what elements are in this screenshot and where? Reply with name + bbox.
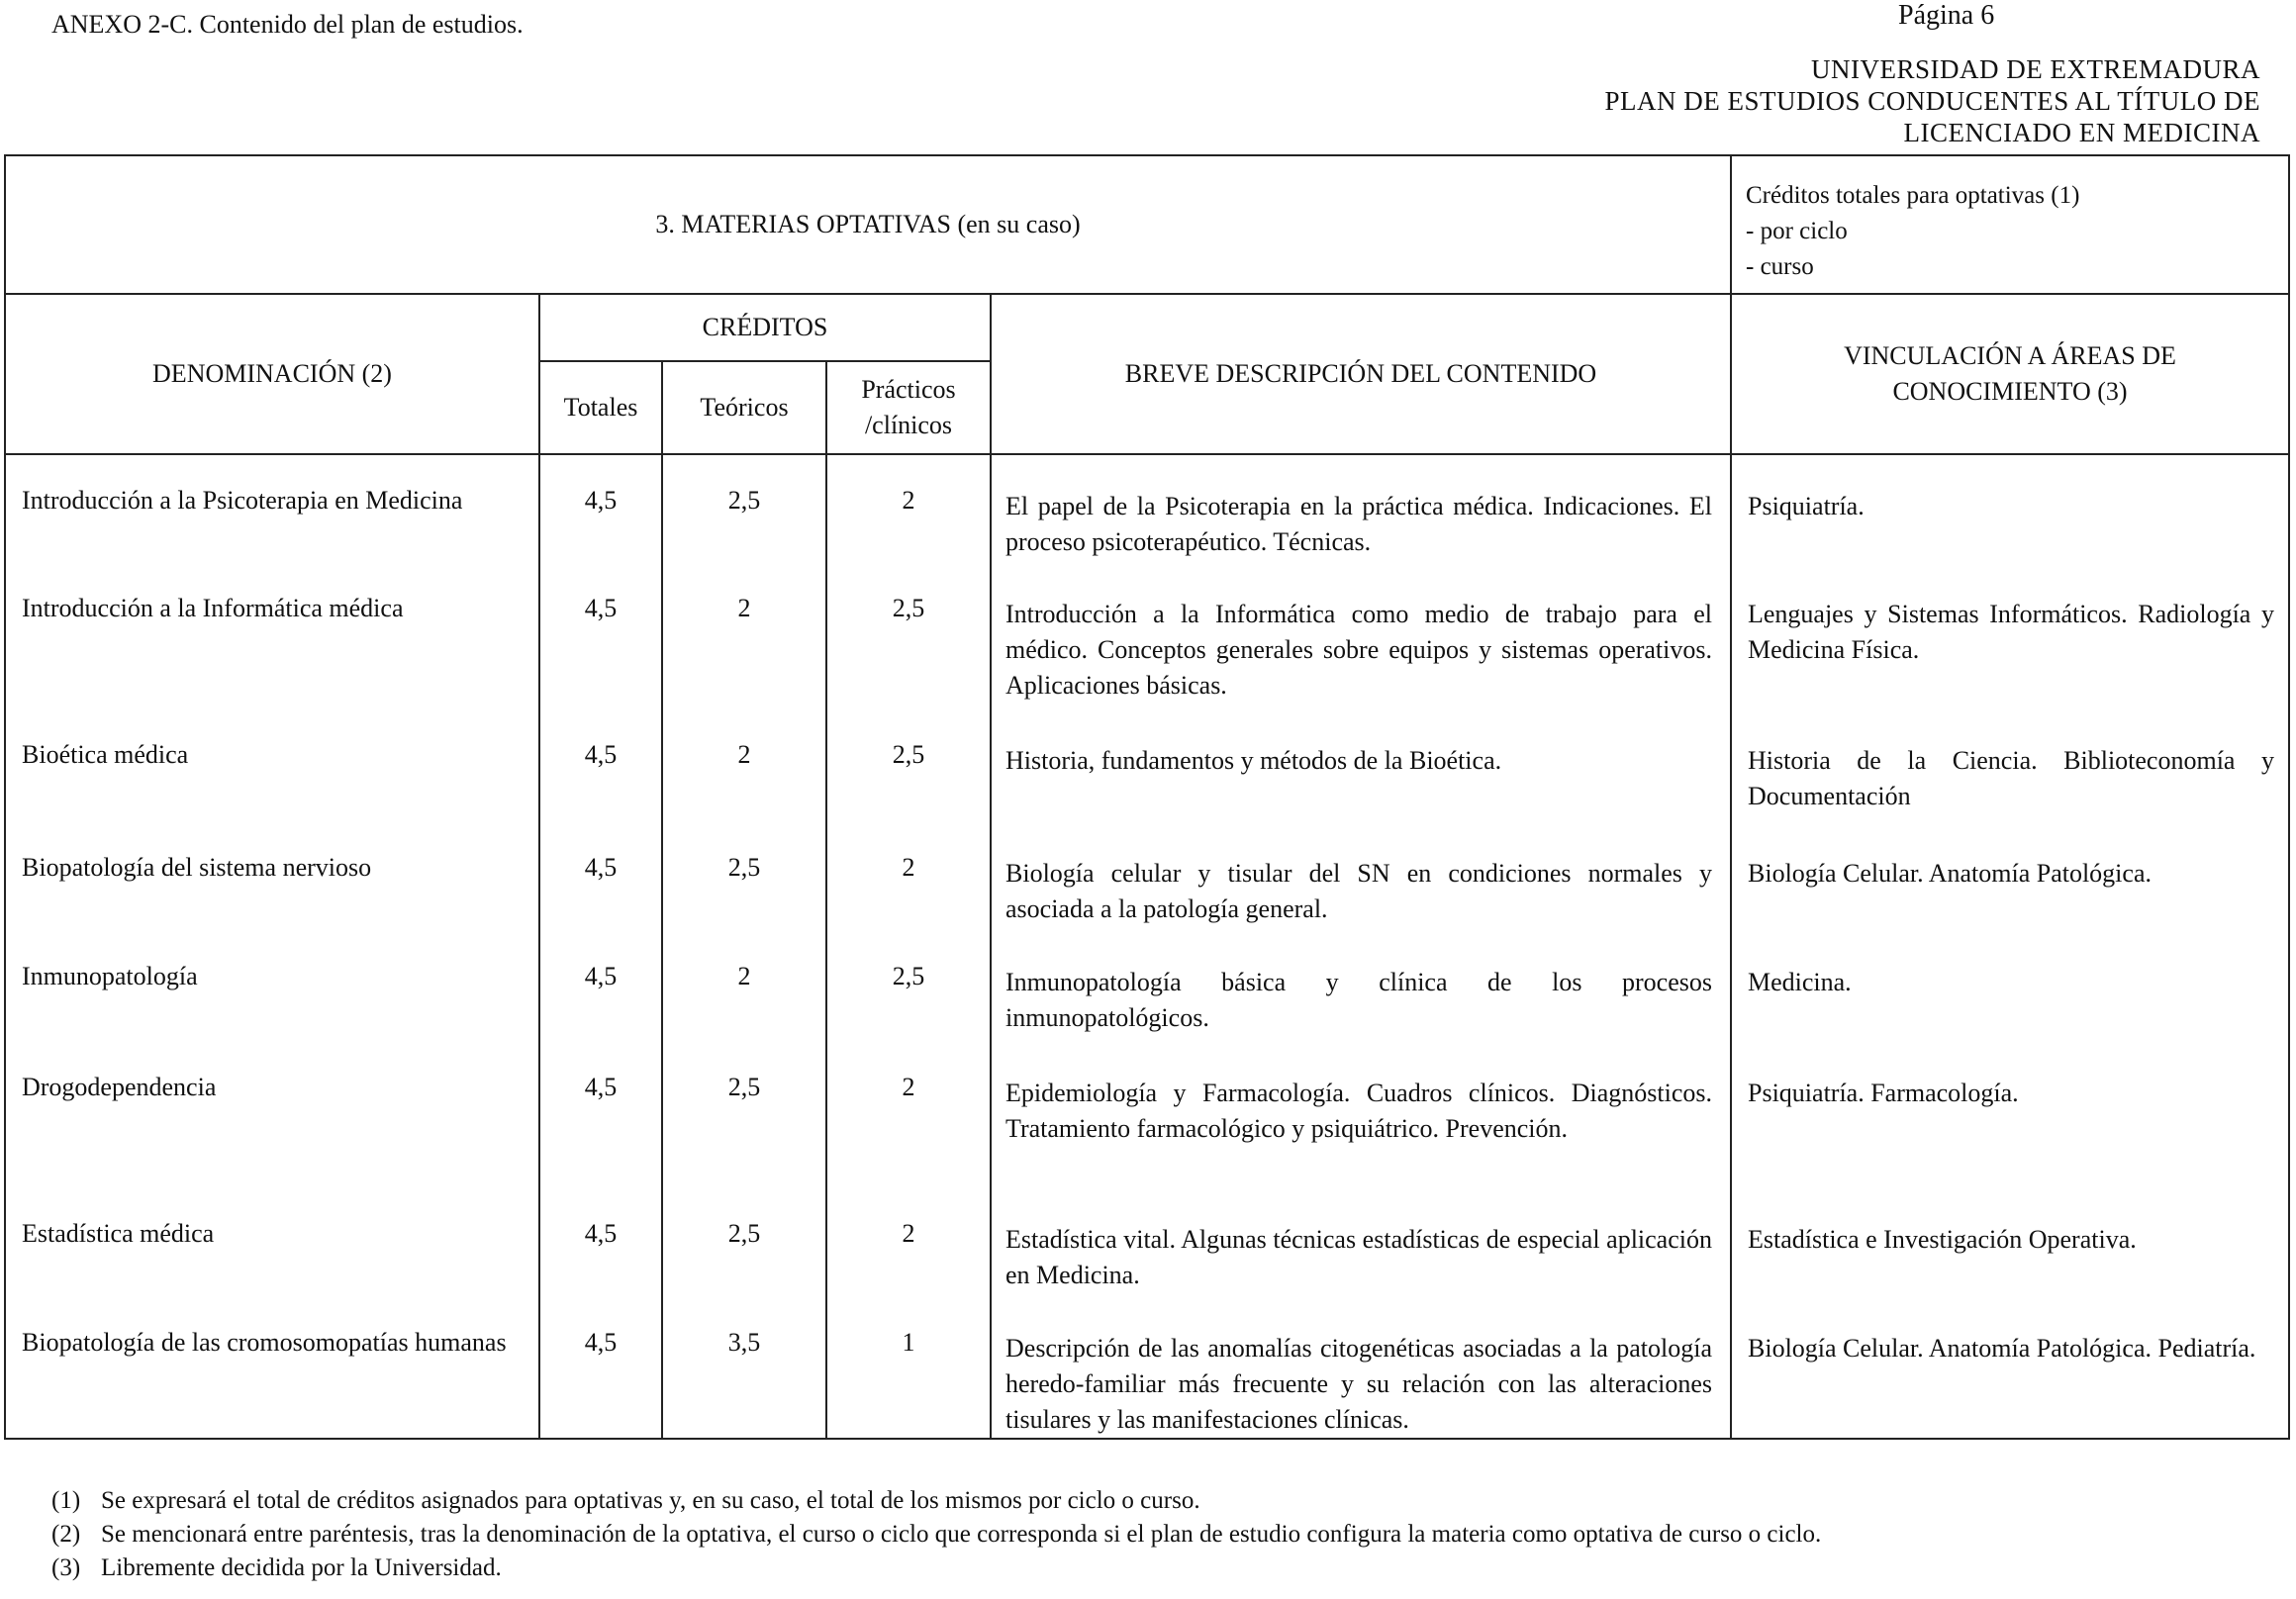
credits-theory: 2 <box>662 709 826 822</box>
table-row <box>5 1042 2289 1188</box>
credits-practice: 2 <box>826 1188 991 1297</box>
subject-description: Descripción de las anomalías citogenéticas asociadas a la patología heredo-familiar más frecuente y su relación con las alteraciones tisulares y las manifestaciones clínicas. <box>991 1297 1731 1439</box>
footnote-text: Libremente decidida por la Universidad. <box>101 1554 502 1581</box>
knowledge-area: Estadística e Investigación Operativa. <box>1731 1188 2289 1297</box>
credits-practice: 2,5 <box>826 931 991 1042</box>
footnote-number: (3) <box>51 1554 81 1581</box>
credits-practice: 2 <box>826 822 991 931</box>
section-title: 3. MATERIAS OPTATIVAS (en su caso) <box>5 155 1731 294</box>
table-row <box>5 563 2289 709</box>
knowledge-area: Historia de la Ciencia. Biblioteconomía y Documentación <box>1731 709 2289 822</box>
credits-box-line: Créditos totales para optativas (1) <box>1746 182 2080 209</box>
table-row <box>5 1188 2289 1297</box>
credits-total: 4,5 <box>539 1042 662 1188</box>
credits-theory: 2 <box>662 931 826 1042</box>
subject-name: Introducción a la Psicoterapia en Medicina <box>5 454 539 563</box>
credits-total: 4,5 <box>539 1297 662 1439</box>
table-row <box>5 1297 2289 1439</box>
col-practice: Prácticos /clínicos <box>826 361 991 454</box>
credits-theory: 2 <box>662 563 826 709</box>
table-row <box>5 931 2289 1042</box>
knowledge-area: Psiquiatría. <box>1731 454 2289 563</box>
credits-theory: 3,5 <box>662 1297 826 1439</box>
credits-total: 4,5 <box>539 931 662 1042</box>
subject-description: Estadística vital. Algunas técnicas estadísticas de especial aplicación en Medicina. <box>991 1188 1731 1297</box>
knowledge-area: Biología Celular. Anatomía Patológica. <box>1731 822 2289 931</box>
subject-description: Epidemiología y Farmacología. Cuadros clínicos. Diagnósticos. Tratamiento farmacológico y psiquiátrico. Prevención. <box>991 1042 1731 1188</box>
credits-total: 4,5 <box>539 1188 662 1297</box>
annex-title: ANEXO 2-C. Contenido del plan de estudios. <box>51 10 524 39</box>
credits-theory: 2,5 <box>662 454 826 563</box>
subject-description: Biología celular y tisular del SN en condiciones normales y asociada a la patología general. <box>991 822 1731 931</box>
subject-name: Inmunopatología <box>5 931 539 1042</box>
subject-name: Introducción a la Informática médica <box>5 563 539 709</box>
degree-title: LICENCIADO EN MEDICINA <box>1903 118 2260 147</box>
credits-theory: 2,5 <box>662 1042 826 1188</box>
credits-total: 4,5 <box>539 709 662 822</box>
footnote-number: (1) <box>51 1487 81 1514</box>
footnote-text: Se expresará el total de créditos asignados para optativas y, en su caso, el total de los mismos por ciclo o curso. <box>101 1487 1200 1514</box>
subject-description: El papel de la Psicoterapia en la práctica médica. Indicaciones. El proceso psicoterapéutico. Técnicas. <box>991 454 1731 563</box>
knowledge-area: Psiquiatría. Farmacología. <box>1731 1042 2289 1188</box>
subject-description: Historia, fundamentos y métodos de la Bioética. <box>991 709 1731 822</box>
credits-practice: 2,5 <box>826 709 991 822</box>
knowledge-area: Medicina. <box>1731 931 2289 1042</box>
credits-practice: 2 <box>826 454 991 563</box>
footnote-number: (2) <box>51 1521 81 1548</box>
subject-description: Introducción a la Informática como medio de trabajo para el médico. Conceptos generales sobre equipos y sistemas operativos. Aplicaciones básicas. <box>991 563 1731 709</box>
col-credits: CRÉDITOS <box>539 294 991 361</box>
footnotes <box>51 1484 1821 1585</box>
university-name: UNIVERSIDAD DE EXTREMADURA <box>1811 54 2260 84</box>
page-number: Página 6 <box>1898 0 1995 31</box>
subject-name: Biopatología de las cromosomopatías humanas <box>5 1297 539 1439</box>
optional-subjects-table <box>4 154 2290 1440</box>
col-description: BREVE DESCRIPCIÓN DEL CONTENIDO <box>991 294 1731 454</box>
subject-name: Biopatología del sistema nervioso <box>5 822 539 931</box>
footnote <box>51 1484 1821 1518</box>
footnote <box>51 1518 1821 1552</box>
col-theory: Teóricos <box>662 361 826 454</box>
subject-name: Drogodependencia <box>5 1042 539 1188</box>
plan-title: PLAN DE ESTUDIOS CONDUCENTES AL TÍTULO DE <box>1604 86 2260 116</box>
credits-box-line: - por ciclo <box>1746 218 1848 244</box>
col-denomination: DENOMINACIÓN (2) <box>5 294 539 454</box>
knowledge-area: Lenguajes y Sistemas Informáticos. Radiología y Medicina Física. <box>1731 563 2289 709</box>
knowledge-area: Biología Celular. Anatomía Patológica. Pediatría. <box>1731 1297 2289 1439</box>
subject-name: Bioética médica <box>5 709 539 822</box>
institution-block <box>1605 53 2260 148</box>
credits-theory: 2,5 <box>662 822 826 931</box>
table-row <box>5 454 2289 563</box>
credits-practice: 2 <box>826 1042 991 1188</box>
credits-practice: 2,5 <box>826 563 991 709</box>
table-row <box>5 822 2289 931</box>
credits-total: 4,5 <box>539 563 662 709</box>
credits-total: 4,5 <box>539 454 662 563</box>
credits-total: 4,5 <box>539 822 662 931</box>
col-areas: VINCULACIÓN A ÁREAS DE CONOCIMIENTO (3) <box>1731 294 2289 454</box>
footnote-text: Se mencionará entre paréntesis, tras la denominación de la optativa, el curso o ciclo que corresponda si el plan de estudio configura la materia como optativa de curso o ciclo. <box>101 1521 1822 1548</box>
credits-theory: 2,5 <box>662 1188 826 1297</box>
credits-practice: 1 <box>826 1297 991 1439</box>
total-credits-box <box>1731 155 2289 294</box>
subject-name: Estadística médica <box>5 1188 539 1297</box>
credits-box-line: - curso <box>1746 253 1814 280</box>
table-row <box>5 709 2289 822</box>
footnote <box>51 1552 1821 1585</box>
col-totals: Totales <box>539 361 662 454</box>
subject-description: Inmunopatología básica y clínica de los procesos inmunopatológicos. <box>991 931 1731 1042</box>
